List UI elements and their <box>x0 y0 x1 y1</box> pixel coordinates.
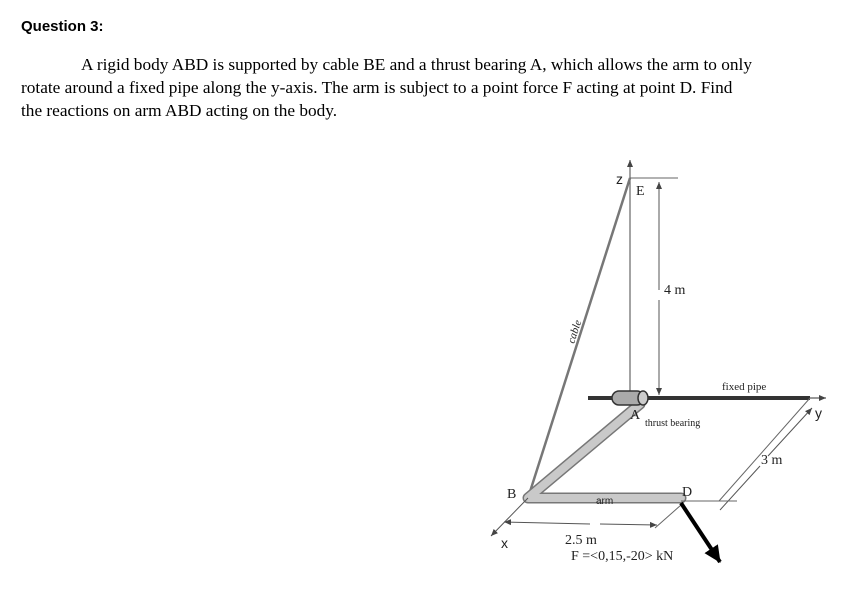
dim-2-5m-arrow-left <box>504 522 590 524</box>
thrust-bearing <box>612 391 648 405</box>
dim-2-5m-label: 2.5 m <box>565 533 597 548</box>
x-axis-line <box>491 498 528 536</box>
dim-3m-ext-top <box>719 398 810 501</box>
point-d-label: D <box>682 485 693 500</box>
arm-label: arm <box>596 496 614 507</box>
statement-line-1: A rigid body ABD is supported by cable BE and a thrust bearing A, which allows the arm to only <box>81 55 752 74</box>
dim-2-5m-ext <box>655 505 681 528</box>
fixed-pipe-label: fixed pipe <box>722 381 767 393</box>
dim-3m-label: 3 m <box>761 453 783 468</box>
z-axis-label: z <box>616 171 623 187</box>
dim-4m-label: 4 m <box>664 283 686 298</box>
x-axis-label: x <box>501 535 508 551</box>
question-heading: Question 3: <box>21 18 104 35</box>
point-e-label: E <box>636 184 645 199</box>
thrust-bearing-label: thrust bearing <box>645 418 701 429</box>
y-axis-label: y <box>815 405 822 421</box>
force-arrow <box>681 503 720 562</box>
dim-2-5m-arrow-right <box>600 524 657 525</box>
dim-3m-arrow-a <box>768 408 812 456</box>
statement-line-2: rotate around a fixed pipe along the y-axis. The arm is subject to a point force F acting at point D. Find <box>21 78 733 97</box>
point-b-label: B <box>507 487 517 502</box>
force-label: F =<0,15,-20> kN <box>571 549 674 564</box>
cable-label: cable <box>565 318 585 345</box>
dim-3m-arrow-b <box>720 466 760 510</box>
point-a-label: A <box>630 408 641 423</box>
statement-line-3: the reactions on arm ABD acting on the body. <box>21 101 338 120</box>
